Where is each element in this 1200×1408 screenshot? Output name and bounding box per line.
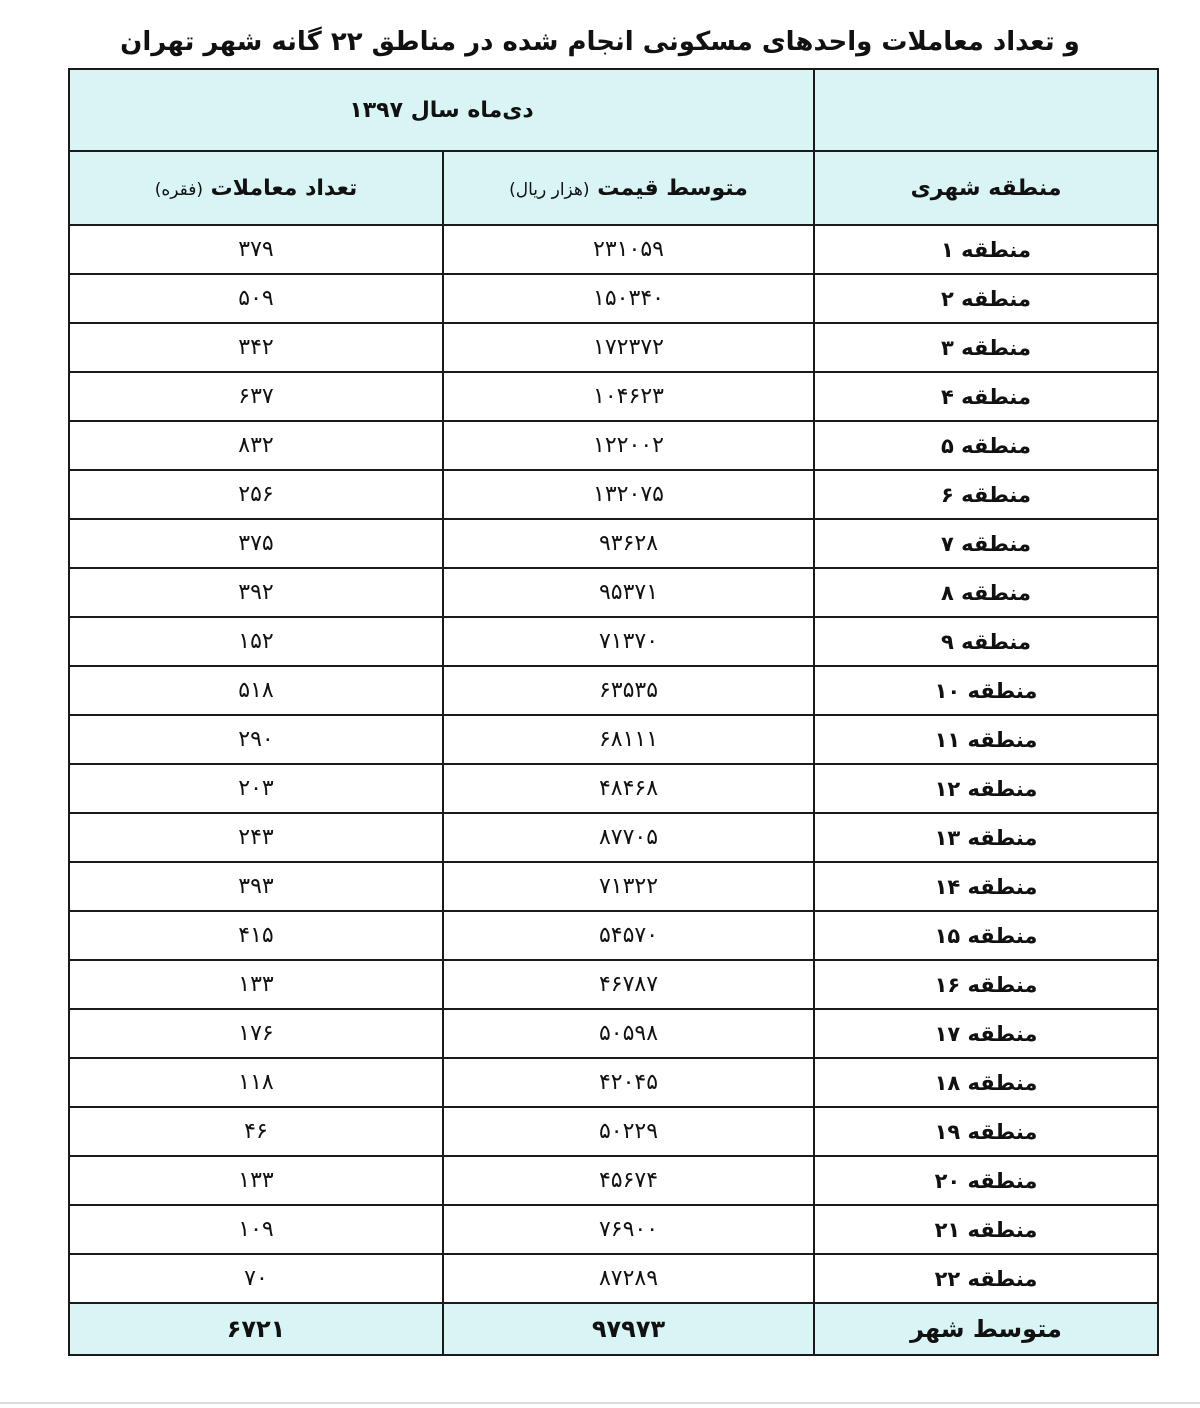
price-cell: ۹۳۶۲۸: [443, 519, 814, 568]
column-header-count: [69, 151, 443, 225]
table-row: [69, 1254, 1158, 1303]
region-cell: منطقه ۷: [814, 519, 1158, 568]
price-cell: ۱۳۲۰۷۵: [443, 470, 814, 519]
count-cell: ۸۳۲: [69, 421, 443, 470]
price-cell: ۱۵۰۳۴۰: [443, 274, 814, 323]
price-header-label: متوسط قیمت: [597, 175, 748, 201]
region-cell: منطقه ۲۱: [814, 1205, 1158, 1254]
price-cell: ۵۰۵۹۸: [443, 1009, 814, 1058]
region-cell: منطقه ۱۰: [814, 666, 1158, 715]
region-cell: منطقه ۳: [814, 323, 1158, 372]
count-cell: ۱۱۸: [69, 1058, 443, 1107]
table-row: [69, 1058, 1158, 1107]
city-total-count: ۶۷۲۱: [69, 1303, 443, 1355]
city-average-label: متوسط شهر: [814, 1303, 1158, 1355]
count-cell: ۲۴۳: [69, 813, 443, 862]
region-cell: منطقه ۶: [814, 470, 1158, 519]
price-cell: ۴۵۶۷۴: [443, 1156, 814, 1205]
table-row: [69, 568, 1158, 617]
table-row: [69, 519, 1158, 568]
table-row: [69, 764, 1158, 813]
count-cell: ۱۵۲: [69, 617, 443, 666]
region-cell: منطقه ۹: [814, 617, 1158, 666]
count-cell: ۲۰۳: [69, 764, 443, 813]
table-row: [69, 715, 1158, 764]
price-cell: ۵۰۲۲۹: [443, 1107, 814, 1156]
region-cell: منطقه ۱۲: [814, 764, 1158, 813]
region-cell: منطقه ۱۵: [814, 911, 1158, 960]
table-row: [69, 617, 1158, 666]
price-cell: ۴۸۴۶۸: [443, 764, 814, 813]
count-cell: ۳۹۲: [69, 568, 443, 617]
count-cell: ۵۱۸: [69, 666, 443, 715]
table-row: [69, 1205, 1158, 1254]
region-cell: منطقه ۱۳: [814, 813, 1158, 862]
count-cell: ۱۷۶: [69, 1009, 443, 1058]
count-cell: ۵۰۹: [69, 274, 443, 323]
table-row: [69, 274, 1158, 323]
table-row: [69, 372, 1158, 421]
table-row: [69, 862, 1158, 911]
count-cell: ۴۱۵: [69, 911, 443, 960]
region-cell: منطقه ۱: [814, 225, 1158, 274]
empty-header-cell: [814, 69, 1158, 151]
table-row: [69, 813, 1158, 862]
table-title: و تعداد معاملات واحدهای مسکونی انجام شده در مناطق ۲۲ گانه شهر تهران: [120, 27, 1080, 57]
column-header-region: [814, 151, 1158, 225]
count-cell: ۱۳۳: [69, 1156, 443, 1205]
price-cell: ۹۵۳۷۱: [443, 568, 814, 617]
table-row: [69, 421, 1158, 470]
price-cell: ۵۴۵۷۰: [443, 911, 814, 960]
count-cell: ۱۰۹: [69, 1205, 443, 1254]
table-row: [69, 323, 1158, 372]
price-cell: ۴۲۰۴۵: [443, 1058, 814, 1107]
region-cell: منطقه ۲۲: [814, 1254, 1158, 1303]
table-row: [69, 1009, 1158, 1058]
price-cell: ۸۷۷۰۵: [443, 813, 814, 862]
region-cell: منطقه ۲: [814, 274, 1158, 323]
region-cell: منطقه ۱۷: [814, 1009, 1158, 1058]
price-cell: ۷۶۹۰۰: [443, 1205, 814, 1254]
region-cell: منطقه ۱۶: [814, 960, 1158, 1009]
region-cell: منطقه ۵: [814, 421, 1158, 470]
count-cell: ۶۳۷: [69, 372, 443, 421]
period-header: دی‌ماه سال ۱۳۹۷: [69, 69, 814, 151]
count-cell: ۱۳۳: [69, 960, 443, 1009]
price-cell: ۱۲۲۰۰۲: [443, 421, 814, 470]
count-cell: ۲۵۶: [69, 470, 443, 519]
housing-transactions-table: [68, 68, 1159, 1356]
table-row: [69, 1156, 1158, 1205]
period-header-row: [69, 69, 1158, 151]
count-cell: ۳۹۳: [69, 862, 443, 911]
table-row: [69, 960, 1158, 1009]
count-cell: ۴۶: [69, 1107, 443, 1156]
table-row: [69, 911, 1158, 960]
price-cell: ۶۳۵۳۵: [443, 666, 814, 715]
price-cell: ۷۱۳۲۲: [443, 862, 814, 911]
price-unit-label: (هزار ریال): [509, 179, 590, 200]
count-cell: ۳۴۲: [69, 323, 443, 372]
table-row: [69, 1107, 1158, 1156]
region-cell: منطقه ۱۴: [814, 862, 1158, 911]
table-row: [69, 225, 1158, 274]
price-cell: ۸۷۲۸۹: [443, 1254, 814, 1303]
region-header-label: منطقه شهری: [910, 175, 1062, 201]
price-cell: ۲۳۱۰۵۹: [443, 225, 814, 274]
column-header-price: [443, 151, 814, 225]
city-average-row: [69, 1303, 1158, 1355]
price-cell: ۴۶۷۸۷: [443, 960, 814, 1009]
count-cell: ۳۷۵: [69, 519, 443, 568]
count-unit-label: (فقره): [154, 179, 203, 200]
table-row: [69, 666, 1158, 715]
region-cell: منطقه ۱۸: [814, 1058, 1158, 1107]
count-cell: ۲۹۰: [69, 715, 443, 764]
table-row: [69, 470, 1158, 519]
column-header-row: [69, 151, 1158, 225]
region-cell: منطقه ۱۱: [814, 715, 1158, 764]
price-cell: ۶۸۱۱۱: [443, 715, 814, 764]
price-cell: ۷۱۳۷۰: [443, 617, 814, 666]
price-cell: ۱۰۴۶۲۳: [443, 372, 814, 421]
region-cell: منطقه ۸: [814, 568, 1158, 617]
city-average-price: ۹۷۹۷۳: [443, 1303, 814, 1355]
region-cell: منطقه ۲۰: [814, 1156, 1158, 1205]
bottom-divider: [0, 1402, 1200, 1404]
region-cell: منطقه ۴: [814, 372, 1158, 421]
count-cell: ۳۷۹: [69, 225, 443, 274]
price-cell: ۱۷۲۳۷۲: [443, 323, 814, 372]
count-header-label: تعداد معاملات: [210, 175, 358, 201]
count-cell: ۷۰: [69, 1254, 443, 1303]
region-cell: منطقه ۱۹: [814, 1107, 1158, 1156]
